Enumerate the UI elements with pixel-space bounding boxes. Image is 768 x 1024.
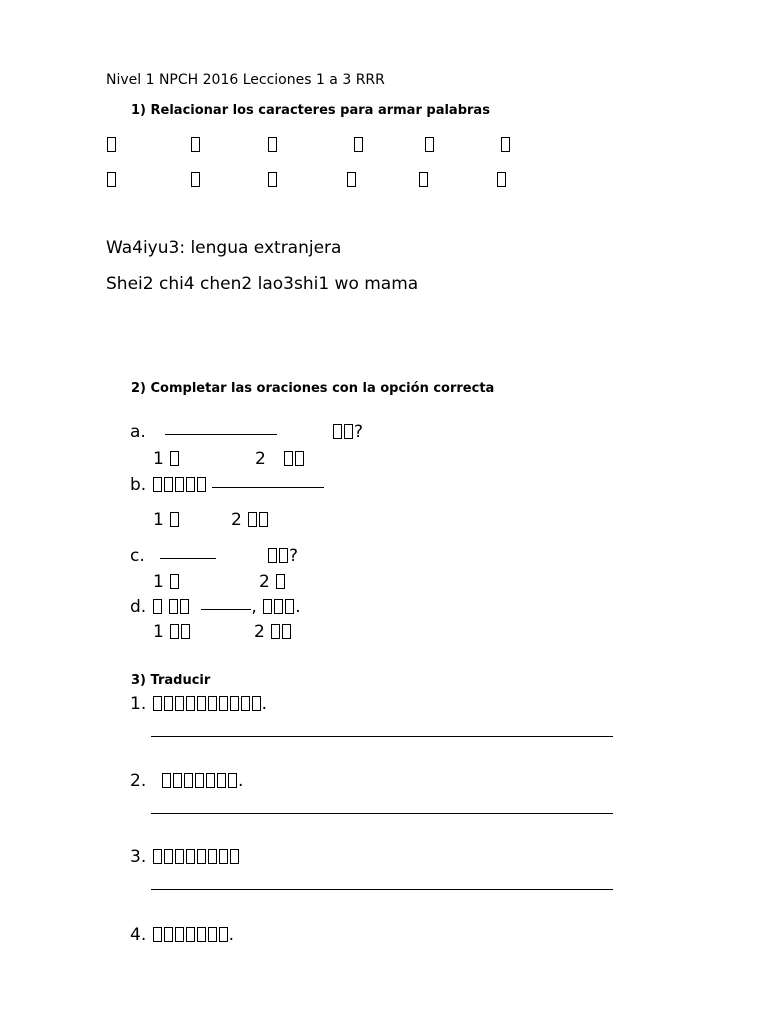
blank-line	[201, 608, 251, 610]
missing-glyph-box	[197, 477, 206, 492]
missing-glyph-box	[175, 477, 184, 492]
missing-glyph-box	[285, 599, 294, 614]
missing-glyph-box	[248, 512, 257, 527]
blank-line	[165, 433, 277, 435]
missing-glyph-box	[170, 574, 179, 589]
question-comma: ,	[251, 597, 257, 617]
missing-glyph-box	[279, 548, 288, 563]
option-1-number: 1	[153, 622, 164, 642]
missing-glyph-box	[164, 849, 173, 864]
missing-glyph-box	[169, 599, 178, 614]
question-punctuation: ?	[354, 422, 364, 442]
option-2-number: 2	[254, 622, 265, 642]
missing-glyph-box	[153, 599, 162, 614]
missing-glyph-box	[170, 451, 179, 466]
missing-glyph-box	[206, 773, 215, 788]
missing-glyph-box	[175, 696, 184, 711]
question-b-options	[153, 510, 269, 530]
answer-line-1[interactable]	[151, 736, 613, 737]
missing-glyph-box	[268, 172, 277, 187]
missing-glyph-box	[186, 696, 195, 711]
missing-glyph-box	[186, 477, 195, 492]
missing-glyph-box	[501, 137, 510, 152]
missing-glyph-box	[344, 424, 353, 439]
option-2-number: 2	[231, 510, 242, 530]
missing-glyph-box	[333, 424, 342, 439]
question-b	[130, 475, 324, 495]
question-c-options	[153, 572, 286, 592]
missing-glyph-box	[208, 927, 217, 942]
missing-glyph-box	[170, 512, 179, 527]
missing-glyph-box	[191, 137, 200, 152]
section-1-title: 1) Relacionar los caracteres para armar palabras	[131, 103, 490, 118]
blank-line	[160, 557, 216, 559]
question-a	[130, 422, 363, 442]
missing-glyph-box	[354, 137, 363, 152]
vocab-word-2: Shei2 chi4 chen2 lao3shi1 wo mama	[106, 274, 419, 294]
question-a-options	[153, 449, 305, 469]
missing-glyph-box	[241, 696, 250, 711]
missing-glyph-box	[107, 172, 116, 187]
translation-item-1	[130, 694, 267, 714]
missing-glyph-box	[219, 927, 228, 942]
option-2-number: 2	[259, 572, 270, 592]
missing-glyph-box	[153, 696, 162, 711]
missing-glyph-box	[186, 927, 195, 942]
missing-glyph-box	[208, 696, 217, 711]
missing-glyph-box	[173, 773, 182, 788]
answer-line-3[interactable]	[151, 889, 613, 890]
missing-glyph-box	[230, 849, 239, 864]
missing-glyph-box	[153, 927, 162, 942]
missing-glyph-box	[186, 849, 195, 864]
question-letter: a.	[130, 422, 146, 442]
option-1-number: 1	[153, 572, 164, 592]
question-d	[130, 597, 301, 617]
missing-glyph-box	[259, 512, 268, 527]
missing-glyph-box	[295, 451, 304, 466]
missing-glyph-box	[153, 477, 162, 492]
question-c	[130, 546, 298, 566]
missing-glyph-box	[180, 599, 189, 614]
document-header: Nivel 1 NPCH 2016 Lecciones 1 a 3 RRR	[106, 72, 385, 88]
missing-glyph-box	[164, 696, 173, 711]
option-1-number: 1	[153, 449, 164, 469]
missing-glyph-box	[230, 696, 239, 711]
missing-glyph-box	[184, 773, 193, 788]
missing-glyph-box	[268, 137, 277, 152]
missing-glyph-box	[268, 548, 277, 563]
missing-glyph-box	[181, 624, 190, 639]
missing-glyph-box	[197, 849, 206, 864]
missing-glyph-box	[162, 773, 171, 788]
item-punctuation: .	[261, 694, 268, 714]
missing-glyph-box	[164, 927, 173, 942]
missing-glyph-box	[217, 773, 226, 788]
item-number: 3.	[130, 847, 147, 867]
missing-glyph-box	[153, 849, 162, 864]
missing-glyph-box	[107, 137, 116, 152]
section-3-title: 3) Traducir	[131, 673, 211, 688]
missing-glyph-box	[425, 137, 434, 152]
missing-glyph-box	[419, 172, 428, 187]
missing-glyph-box	[164, 477, 173, 492]
missing-glyph-box	[274, 599, 283, 614]
missing-glyph-box	[175, 849, 184, 864]
question-letter: b.	[130, 475, 147, 495]
answer-line-2[interactable]	[151, 813, 613, 814]
missing-glyph-box	[252, 696, 261, 711]
item-number: 1.	[130, 694, 147, 714]
item-punctuation: .	[238, 771, 244, 791]
option-1-number: 1	[153, 510, 164, 530]
missing-glyph-box	[284, 451, 293, 466]
item-punctuation: .	[228, 925, 235, 945]
question-d-options	[153, 622, 292, 642]
translation-item-2	[130, 771, 243, 791]
question-punctuation: ?	[288, 546, 299, 566]
missing-glyph-box	[276, 574, 285, 589]
item-number: 4.	[130, 925, 147, 945]
missing-glyph-box	[263, 599, 272, 614]
missing-glyph-box	[497, 172, 506, 187]
missing-glyph-box	[208, 849, 217, 864]
translation-item-4	[130, 925, 234, 945]
missing-glyph-box	[197, 927, 206, 942]
missing-glyph-box	[219, 849, 228, 864]
question-letter: d.	[130, 597, 147, 617]
missing-glyph-box	[271, 624, 280, 639]
option-2-number: 2	[255, 449, 266, 469]
missing-glyph-box	[197, 696, 206, 711]
missing-glyph-box	[282, 624, 291, 639]
missing-glyph-box	[195, 773, 204, 788]
item-number: 2.	[130, 771, 147, 791]
question-letter: c.	[130, 546, 145, 566]
blank-line	[212, 486, 324, 488]
missing-glyph-box	[170, 624, 179, 639]
missing-glyph-box	[191, 172, 200, 187]
vocab-word-1: Wa4iyu3: lengua extranjera	[106, 238, 342, 258]
section-2-title: 2) Completar las oraciones con la opción correcta	[131, 381, 495, 396]
question-punctuation: .	[295, 597, 301, 617]
translation-item-3	[130, 847, 240, 867]
missing-glyph-box	[219, 696, 228, 711]
missing-glyph-box	[347, 172, 356, 187]
missing-glyph-box	[228, 773, 237, 788]
missing-glyph-box	[175, 927, 184, 942]
